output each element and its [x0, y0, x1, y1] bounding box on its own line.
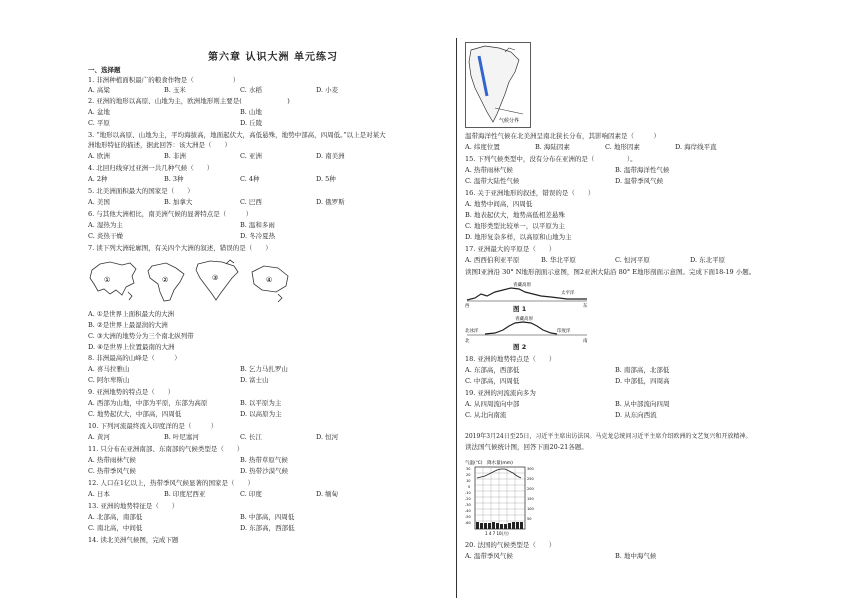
option: B. 非洲: [164, 152, 186, 160]
rtick: 50: [527, 517, 532, 521]
fig2-peak-label: 青藏高原: [515, 317, 533, 322]
option: C. 热带季风气候: [88, 467, 136, 475]
question-4: 4. 北回归线穿过亚洲一共几种气候（ ）: [88, 164, 214, 172]
climate-ylabel: 气温(℃) 降水量(mm): [465, 461, 513, 466]
fig1-east-label: 东: [583, 304, 588, 309]
option: C. 长江: [240, 433, 262, 441]
option: A. 东部高，西部低: [465, 366, 520, 374]
option: B. 印度尼西亚: [164, 490, 206, 498]
option: C. ③大洲的地势分为三个南北纵列带: [88, 332, 194, 340]
intro-18-19: 读图Ⅰ亚洲沿 30° N地形剖面示意图，图2亚洲大陆沿 80° E地形剖面示意图。完成下面18-19 小题。: [465, 268, 756, 276]
option: B. 地中海气候: [615, 552, 657, 560]
option: B. 温和多雨: [240, 221, 275, 229]
ytick: -60: [465, 521, 471, 525]
option: C. 阿尔卑斯山: [88, 376, 130, 384]
map-label-4: ④: [266, 276, 273, 284]
option: D. 俄罗斯: [316, 198, 345, 206]
ytick: -30: [465, 503, 471, 507]
question-11: 11. 只分布在亚洲南部、东南部的气候类型是（ ）: [88, 445, 244, 453]
ytick: 20: [466, 473, 471, 477]
option: D. 5种: [316, 175, 336, 183]
intro-20-21-line1: 2019年3月24日至25日，习近平主席出访法国。马克龙总统问习近平主席介绍欧洲的文艺复兴和开放精神。: [465, 433, 752, 440]
page-title: 第六章 认识大洲 单元练习: [208, 52, 338, 63]
question-8: 8. 非洲最高的山峰是（ ）: [88, 354, 181, 362]
option: D. 温带季风气候: [615, 177, 664, 185]
ytick: 30: [466, 467, 471, 471]
question-13: 13. 亚洲的地势特征是（ ）: [88, 502, 179, 510]
option: B. 加拿大: [164, 198, 193, 206]
question-6: 6. 与其他大洲相比，南美洲气候的显著特点是（ ）: [88, 210, 253, 218]
option: B. 3种: [164, 175, 184, 183]
option: C. 巴西: [240, 198, 262, 206]
option: B. 地表起伏大，地势高低相差悬殊: [465, 211, 565, 219]
option: B. 中部高，四周低: [240, 513, 295, 521]
map-legend-label: 气候分界: [499, 118, 520, 124]
option: D. 中部低，四周高: [615, 377, 670, 385]
ytick: 0: [468, 485, 471, 489]
map-label-3: ③: [212, 274, 219, 282]
option: C. 平原: [88, 119, 110, 127]
option: D. 海岸线平直: [675, 143, 717, 151]
rtick: 300: [527, 467, 534, 471]
question-12: 12. 人口在1亿以上，热带季风气候显著的国家是（ ）: [88, 479, 255, 487]
ytick: -10: [465, 491, 471, 495]
option: A. 盆地: [88, 108, 110, 116]
question-9: 9. 亚洲地势的特点是（ ）: [88, 388, 175, 396]
north-america-climate-map: [465, 42, 531, 128]
climate-xlabel: 1 4 7 10(月): [485, 531, 509, 536]
option: D. 丘陵: [240, 119, 263, 127]
option: A. 西西伯利亚平原: [465, 256, 520, 264]
option: A. 喜马拉雅山: [88, 365, 130, 373]
option: D. 南美洲: [316, 152, 345, 160]
option: B. 海陆因素: [535, 143, 570, 151]
fig1-caption: 图 1: [513, 305, 527, 313]
question-14: 14. 读北美洲气候图，完成下题: [88, 536, 179, 544]
option: A. 温带季风气候: [465, 552, 513, 560]
option: B. 南部高，北部低: [615, 366, 670, 374]
option: A. 热带雨林气候: [88, 456, 136, 464]
option: B. 温带海洋性气候: [615, 166, 670, 174]
ytick: -40: [465, 509, 471, 513]
option: A. 纬度位置: [465, 143, 500, 151]
option: A. 北部高，南部低: [88, 513, 143, 521]
option: C. 地形因素: [605, 143, 640, 151]
option: C. 地形类型比较单一，以平原为主: [465, 222, 565, 230]
option: A. 地势中间高，四周低: [465, 200, 533, 208]
question-2: 2. 亚洲的地形以高原、山地为主，欧洲地形则主要是( ): [88, 97, 290, 105]
question-20: 20. 法国的气候类型是（ ）: [465, 541, 556, 549]
continent-outlines: [88, 256, 298, 306]
option: A. 黄河: [88, 433, 110, 441]
fig1-peak-label: 青藏高原: [513, 283, 531, 288]
question-10: 10. 下列河流最终流入印度洋的是（ ）: [88, 422, 218, 430]
rtick: 100: [527, 507, 534, 511]
oceania-outline-icon: [252, 266, 288, 302]
option: A. 日本: [88, 490, 110, 498]
option: A. 湿热为主: [88, 221, 123, 229]
option: A. 欧洲: [88, 152, 110, 160]
question-16: 16. 关于亚洲地形的叙述，错误的是（ ）: [465, 189, 595, 197]
option: A. ①是世界上面积最大的大洲: [88, 310, 175, 318]
france-climate-chart: [465, 458, 545, 538]
option: C. 亚洲: [240, 152, 262, 160]
option: C. 温带大陆性气候: [465, 177, 520, 185]
fig2-caption: 图 2: [513, 343, 527, 351]
question-3-cont: 洲地形特征的描述，据此回答：该大洲是（ ）: [88, 141, 231, 149]
option: B. 叶尼塞河: [164, 433, 199, 441]
question-7: 7. 读下列大洲轮廓图，有关四个大洲的叙述，错误的是（ ）: [88, 244, 272, 252]
option: C. 水稻: [240, 86, 262, 94]
option: C. 南北高，中间低: [88, 524, 143, 532]
option: D. 缅甸: [316, 490, 339, 498]
map-label-1: ①: [104, 276, 111, 284]
intro-20-21-line2: 读法国气候统计图，回答下面20-21各题。: [465, 443, 588, 451]
question-15: 15. 下列气候类型中，没有分布在亚洲的是（ ）。: [465, 155, 637, 163]
option: B. 乞力马扎罗山: [240, 365, 288, 373]
question-17: 17. 亚洲最大的平原是（ ）: [465, 245, 556, 253]
fig2-north-label: 北: [465, 339, 470, 344]
fig2-south-label: 南: [583, 339, 588, 344]
option: C. 中部高，四周低: [465, 377, 520, 385]
question-1: 1. 非洲种植面积最广的粮食作物是（ ）: [88, 76, 240, 84]
option: D. 热带沙漠气候: [240, 467, 289, 475]
option: D. 小麦: [316, 86, 339, 94]
option: B. 山地: [240, 108, 262, 116]
option: C. 炎热干燥: [88, 232, 123, 240]
question-14-stem: 温带海洋性气候在北美洲呈南北狭长分布，其影响因素是（ ）: [465, 132, 660, 140]
option: D. ④是世界上位置最南的大洲: [88, 343, 175, 351]
option: C. 印度: [240, 490, 262, 498]
option: B. 华北平原: [541, 256, 576, 264]
question-18: 18. 亚洲的地势特点是（ ）: [465, 355, 556, 363]
fig2-arctic-label: 北冰洋: [465, 329, 479, 334]
option: D. 富士山: [240, 376, 269, 384]
option: B. 玉米: [164, 86, 186, 94]
profile-figure-2: [465, 314, 595, 346]
option: C. 从北向南流: [465, 411, 507, 419]
question-5: 5. 北美洲面积最大的国家是（ ）: [88, 187, 194, 195]
question-3: 3. “地形以高原、山地为主，平均海拔高，地面起伏大，高低悬殊，地势中部高，四周低。”以上是对某大: [88, 131, 386, 139]
option: A. 从四周流向中部: [465, 400, 520, 408]
ytick: -50: [465, 515, 471, 519]
option: D. 地形复杂多样，以高原和山地为主: [465, 233, 572, 241]
ytick: -20: [465, 497, 471, 501]
fig2-indian-label: 印度洋: [557, 329, 571, 334]
option: D. 冬冷夏热: [240, 232, 276, 240]
option: B. ②是世界上最湿润的大洲: [88, 321, 168, 329]
fig1-west-label: 西: [465, 304, 470, 309]
option: A. 西部为山地，中部为平原，东部为高原: [88, 399, 208, 407]
option: A. 美国: [88, 198, 110, 206]
section-heading: 一、选择题: [88, 66, 121, 74]
option: D. 从东向西流: [615, 411, 657, 419]
asia-outline-icon: [90, 262, 136, 300]
option: A. 高粱: [88, 86, 110, 94]
rtick: 250: [527, 477, 534, 481]
ytick: 10: [466, 479, 471, 483]
option: B. 以平原为主: [240, 399, 282, 407]
option: B. 热带草原气候: [240, 456, 288, 464]
option: C. 恒河平原: [615, 256, 650, 264]
option: D. 东北平原: [690, 256, 726, 264]
column-divider: [456, 38, 457, 598]
option: C. 地势起伏大，中部高，四周低: [88, 410, 182, 418]
question-19: 19. 亚洲的河流流向多为: [465, 389, 536, 397]
rtick: 200: [527, 487, 534, 491]
option: D. 恒河: [316, 433, 339, 441]
option: D. 以高原为主: [240, 410, 282, 418]
option: B. 从中部流向四周: [615, 400, 670, 408]
option: A. 2种: [88, 175, 108, 183]
profile-figure-1: [465, 280, 595, 312]
map-label-2: ②: [162, 276, 169, 284]
rtick: 150: [527, 497, 534, 501]
option: D. 东部高，西部低: [240, 524, 295, 532]
option: A. 热带雨林气候: [465, 166, 513, 174]
fig1-sea-label: 太平洋: [561, 291, 575, 296]
option: C. 4种: [240, 175, 260, 183]
